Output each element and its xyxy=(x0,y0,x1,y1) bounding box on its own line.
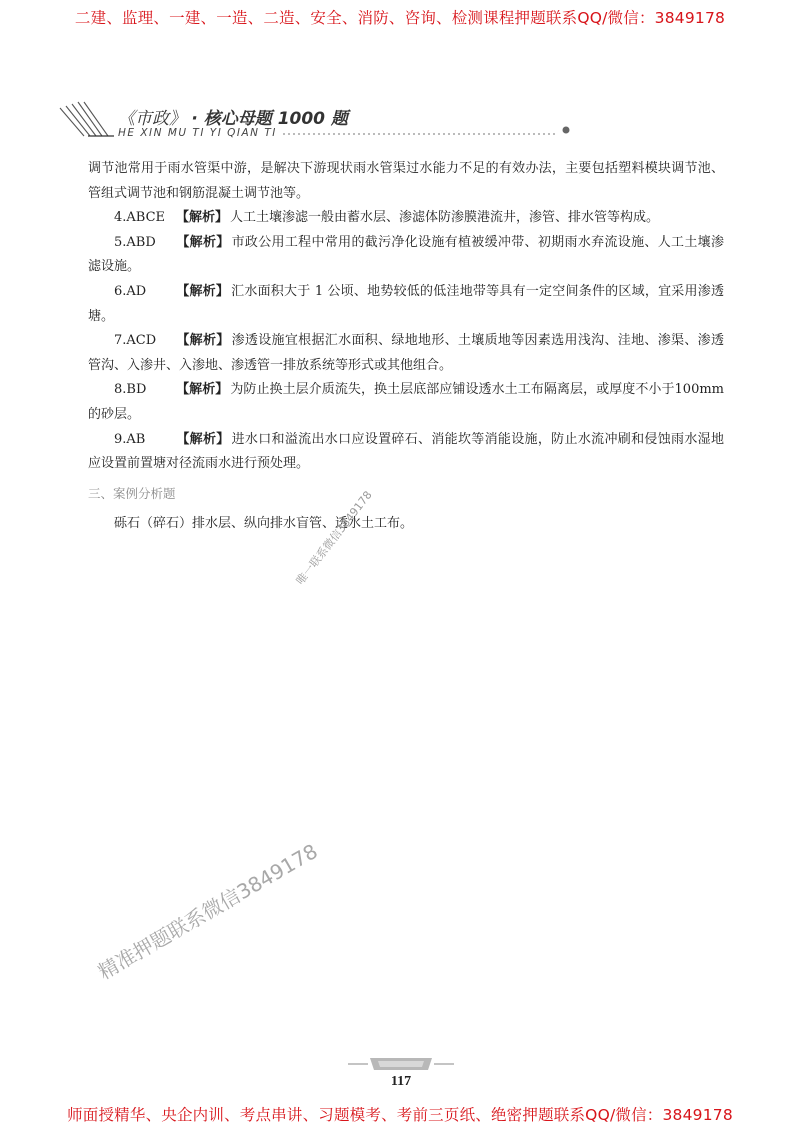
answer-item xyxy=(88,329,724,378)
bottom-promo-banner: 师面授精华、央企内训、考点串讲、习题模考、考前三页纸、绝密押题联系QQ/微信：3849178 xyxy=(67,1106,733,1124)
analysis-text: 进水口和溢流出水口应设置碎石、消能坎等消能设施，防止水流冲刷和侵蚀雨水湿地应设置前置塘对径流雨水进行预处理。 xyxy=(88,431,724,472)
answer-content xyxy=(88,157,724,537)
answer-key: 6.AD xyxy=(114,283,147,299)
analysis-tag: 【解析】 xyxy=(176,234,230,250)
analysis-text: 汇水面积大于 1 公顷、地势较低的低洼地带等具有一定空间条件的区域，宜采用渗透塘。 xyxy=(88,283,724,324)
book-title-main: 《市政》 xyxy=(118,109,186,129)
watermark-large: 精准押题联系微信3849178 xyxy=(94,838,322,985)
analysis-text: 人工土壤渗滤一般由蓄水层、渗滤体防渗膜港流井，渗管、排水管等构成。 xyxy=(230,210,660,226)
answer-item xyxy=(88,206,724,231)
watermark-small: 唯一联系微信3849178 xyxy=(293,488,375,588)
answer-item xyxy=(88,378,724,427)
answer-item xyxy=(88,231,724,280)
book-header xyxy=(58,98,578,148)
analysis-tag: 【解析】 xyxy=(176,431,230,447)
analysis-text: 渗透设施宜根据汇水面积、绿地地形、土壤质地等因素选用浅沟、洼地、渗渠、渗透管沟、入渗井、入渗地、渗透管一排放系统等形式或其他组合。 xyxy=(88,333,724,373)
analysis-tag: 【解析】 xyxy=(176,210,229,226)
analysis-text: 市政公用工程中常用的截污净化设施有植被缓冲带、初期雨水弃流设施、人工土壤渗滤设施。 xyxy=(88,234,724,275)
page-footer xyxy=(348,1052,454,1092)
answer-key: 5.ABD xyxy=(114,234,156,250)
page-number: 117 xyxy=(390,1074,412,1089)
answer-key: 7.ACD xyxy=(114,333,157,349)
book-title xyxy=(118,104,348,129)
analysis-text: 为防止换土层介质流失，换土层底部应铺设透水土工布隔离层，或厚度不小于100mm 的砂层。 xyxy=(88,382,724,422)
book-title-pinyin: HE XIN MU TI YI QIAN TI xyxy=(118,127,277,139)
section-heading: 三、案例分析题 xyxy=(88,485,176,501)
case-answer: 砾石（碎石）排水层、纵向排水盲管、透水土工布。 xyxy=(114,516,414,532)
top-promo-banner: 二建、监理、一建、一造、二造、安全、消防、咨询、检测课程押题联系QQ/微信：3849178 xyxy=(74,9,726,27)
answer-item xyxy=(88,280,724,329)
page-number-ornament xyxy=(348,1052,454,1076)
analysis-tag: 【解析】 xyxy=(176,283,230,299)
intro-paragraph: 调节池常用于雨水管渠中游，是解决下游现状雨水管渠过水能力不足的有效办法，主要包括塑料模块调节池、管组式调节池和钢筋混凝土调节池等。 xyxy=(88,161,724,201)
analysis-tag: 【解析】 xyxy=(176,333,230,349)
answer-key: 4.ABCE xyxy=(114,210,166,226)
analysis-tag: 【解析】 xyxy=(176,382,229,398)
answer-key: 9.AB xyxy=(114,431,146,447)
book-title-sub: · 核心母题 1000 题 xyxy=(191,109,348,129)
answer-key: 8.BD xyxy=(114,382,147,398)
answer-item xyxy=(88,428,724,477)
